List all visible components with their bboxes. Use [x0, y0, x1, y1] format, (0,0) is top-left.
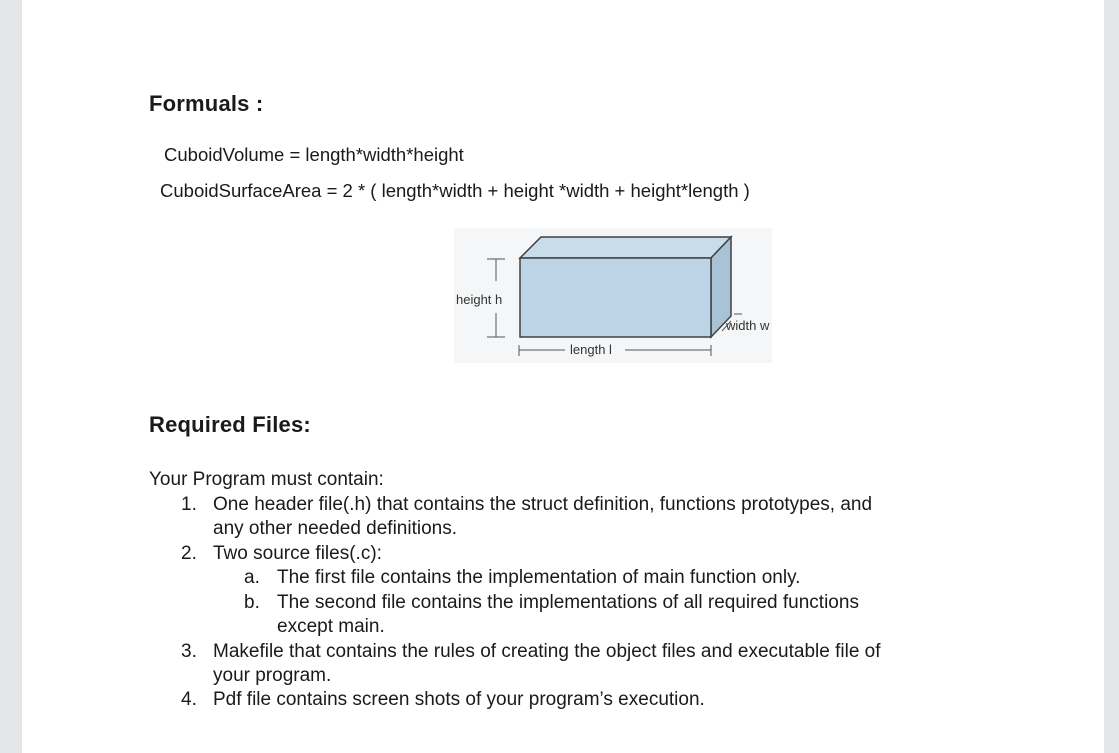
cuboid-volume-formula: CuboidVolume = length*width*height	[164, 144, 464, 165]
width-label: width w	[726, 318, 770, 333]
list-item-number: 4.	[181, 689, 197, 710]
list-item-text: Pdf file contains screen shots of your program’s execution.	[213, 689, 705, 710]
list-item-text: Two source files(.c):	[213, 543, 382, 564]
sub-list-item-text: The second file contains the implementations of all required functions	[277, 592, 859, 613]
required-files-heading: Required Files:	[149, 412, 311, 437]
list-item-number: 2.	[181, 543, 197, 564]
list-item-text: Makefile that contains the rules of creating the object files and executable file of	[213, 641, 881, 662]
height-label: height h	[456, 292, 503, 307]
required-intro: Your Program must contain:	[149, 469, 384, 490]
formulas-heading: Formuals :	[149, 91, 264, 116]
list-item-text: any other needed definitions.	[213, 518, 458, 539]
list-item-text: your program.	[213, 665, 332, 686]
sub-list-item-text: The first file contains the implementation of main function only.	[277, 567, 801, 588]
cuboid-surface-area-formula: CuboidSurfaceArea = 2 * ( length*width + height *width + height*length )	[160, 180, 750, 201]
list-item-number: 1.	[181, 494, 197, 515]
document-page	[22, 0, 1104, 753]
sub-list-item-text: except main.	[277, 616, 385, 637]
length-label: length l	[570, 342, 612, 357]
cuboid-top-face	[520, 237, 731, 258]
list-item-number: 3.	[181, 641, 197, 662]
list-item-text: One header file(.h) that contains the struct definition, functions prototypes, and	[213, 494, 873, 515]
sub-list-item-letter: b.	[244, 592, 260, 613]
cuboid-front-face	[520, 258, 711, 337]
sub-list-item-letter: a.	[244, 567, 260, 588]
